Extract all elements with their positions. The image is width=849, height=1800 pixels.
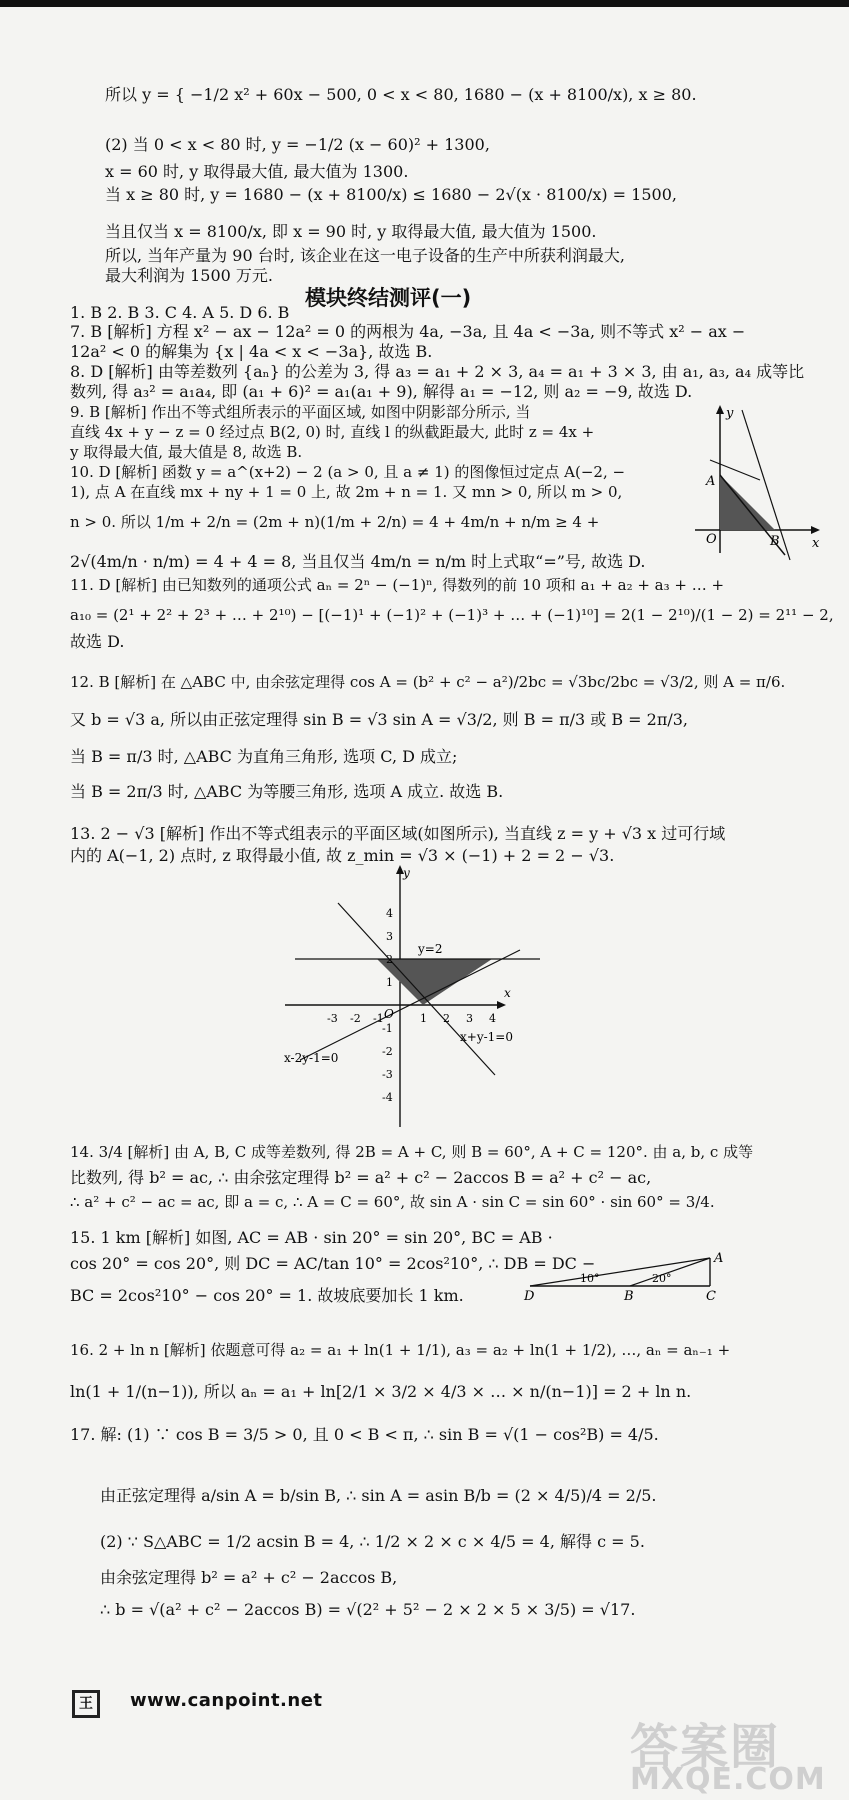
answer-line: cos 20° = cos 20°, 则 DC = AC/tan 10° = 2cos²10°, ∴ DB = DC −: [70, 1254, 596, 1273]
answer-line: 15. 1 km [解析] 如图, AC = AB · sin 20° = sin 20°, BC = AB ·: [70, 1228, 553, 1247]
section-heading: 模块终结测评(一): [305, 286, 472, 310]
x-tick-label: -3: [327, 1012, 338, 1025]
point-label-a: A: [706, 474, 716, 489]
text-line: x = 60 时, y 取得最大值, 最大值为 1300.: [105, 162, 409, 181]
answer-line: n > 0. 所以 1/m + 2/n = (2m + n)(1/m + 2/n) = 4 + 4m/n + n/m ≥ 4 +: [70, 513, 600, 531]
x-tick-label: 1: [420, 1012, 427, 1025]
answer-line: 14. 3/4 [解析] 由 A, B, C 成等差数列, 得 2B = A + C, 则 B = 60°, A + C = 120°. 由 a, b, c 成等: [70, 1143, 754, 1161]
answer-line: 由正弦定理得 a/sin A = b/sin B, ∴ sin A = asin B/b = (2 × 4/5)/4 = 2/5.: [100, 1486, 657, 1505]
answer-line: 当 B = π/3 时, △ABC 为直角三角形, 选项 C, D 成立;: [70, 747, 458, 766]
y-tick-label: 4: [386, 907, 393, 920]
text-line: 当 x ≥ 80 时, y = 1680 − (x + 8100/x) ≤ 1680 − 2√(x · 8100/x) = 1500,: [105, 185, 677, 204]
text-line: (2) 当 0 < x < 80 时, y = −1/2 (x − 60)² + 1300,: [105, 135, 490, 154]
answer-line: 又 b = √3 a, 所以由正弦定理得 sin B = √3 sin A = √3/2, 则 B = π/3 或 B = 2π/3,: [70, 710, 689, 729]
line-label-xy1: x+y-1=0: [460, 1030, 513, 1044]
axis-label-x: x: [504, 986, 511, 1000]
y-tick-label: 3: [386, 930, 393, 943]
text-line: 所以, 当年产量为 90 台时, 该企业在这一电子设备的生产中所获利润最大,: [105, 246, 625, 265]
answer-line: 比数列, 得 b² = ac, ∴ 由余弦定理得 b² = a² + c² − 2accos B = a² + c² − ac,: [70, 1168, 652, 1187]
book-logo-icon: 王: [72, 1690, 100, 1718]
x-tick-label: -1: [373, 1012, 384, 1025]
y-tick-label: -1: [382, 1022, 393, 1035]
point-label-c: C: [706, 1289, 716, 1302]
answer-line: 1. B 2. B 3. C 4. A 5. D 6. B: [70, 303, 290, 322]
point-label-b: B: [624, 1289, 634, 1302]
feasible-region-figure-9: [690, 405, 825, 565]
answer-line: ∴ b = √(a² + c² − 2accos B) = √(2² + 5² − 2 × 2 × 5 × 3/5) = √17.: [100, 1600, 636, 1619]
answer-line: a₁₀ = (2¹ + 2² + 2³ + … + 2¹⁰) − [(−1)¹ + (−1)² + (−1)³ + … + (−1)¹⁰] = 2(1 − 2¹⁰)/(1 − 2) = 2¹¹ − 2,: [70, 606, 834, 624]
answer-line: (2) ∵ S△ABC = 1/2 acsin B = 4, ∴ 1/2 × 2 × c × 4/5 = 4, 解得 c = 5.: [100, 1532, 645, 1551]
answer-line: 故选 D.: [70, 632, 125, 651]
answer-line: 数列, 得 a₃² = a₁a₄, 即 (a₁ + 6)² = a₁(a₁ + 9), 解得 a₁ = −12, 则 a₂ = −9, 故选 D.: [70, 382, 693, 401]
point-label-b: B: [770, 534, 780, 549]
x-tick-label: 2: [443, 1012, 450, 1025]
text-line: 所以 y = { −1/2 x² + 60x − 500, 0 < x < 80, 1680 − (x + 8100/x), x ≥ 80.: [105, 85, 697, 104]
answer-line: 2√(4m/n · n/m) = 4 + 4 = 8, 当且仅当 4m/n = n/m 时上式取“=”号, 故选 D.: [70, 552, 646, 571]
answer-line: 1), 点 A 在直线 mx + ny + 1 = 0 上, 故 2m + n = 1. 又 mn > 0, 所以 m > 0,: [70, 483, 623, 501]
answer-line: 当 B = 2π/3 时, △ABC 为等腰三角形, 选项 A 成立. 故选 B.: [70, 782, 504, 801]
origin-label: O: [706, 532, 717, 547]
answer-line: 12. B [解析] 在 △ABC 中, 由余弦定理得 cos A = (b² + c² − a²)/2bc = √3bc/2bc = √3/2, 则 A = π/6.: [70, 673, 786, 691]
answer-line: ln(1 + 1/(n−1)), 所以 aₙ = a₁ + ln[2/1 × 3/2 × 4/3 × … × n/(n−1)] = 2 + ln n.: [70, 1382, 692, 1401]
watermark-top: 答案圈: [630, 1719, 781, 1775]
x-tick-label: -2: [350, 1012, 361, 1025]
y-tick-label: -4: [382, 1091, 393, 1104]
answer-line: ∴ a² + c² − ac = ac, 即 a = c, ∴ A = C = 60°, 故 sin A · sin C = sin 60° · sin 60° = 3/4.: [70, 1193, 715, 1211]
angle-label-20: 20°: [652, 1272, 672, 1285]
answer-line: 11. D [解析] 由已知数列的通项公式 aₙ = 2ⁿ − (−1)ⁿ, 得数列的前 10 项和 a₁ + a₂ + a₃ + … +: [70, 576, 725, 594]
text-line: 最大利润为 1500 万元.: [105, 266, 273, 285]
point-label-d: D: [524, 1289, 535, 1302]
answer-line: 由余弦定理得 b² = a² + c² − 2accos B,: [100, 1568, 398, 1587]
answer-line: 内的 A(−1, 2) 点时, z 取得最小值, 故 z_min = √3 × (−1) + 2 = 2 − √3.: [70, 846, 615, 865]
point-label-a: A: [714, 1252, 724, 1266]
line-label-y2: y=2: [418, 942, 443, 956]
slope-triangle-figure-15: [520, 1252, 735, 1302]
answer-line: 12a² < 0 的解集为 {x | 4a < x < −3a}, 故选 B.: [70, 342, 433, 361]
y-tick-label: 2: [386, 953, 393, 966]
axis-label-y: y: [403, 866, 410, 880]
x-tick-label: 3: [466, 1012, 473, 1025]
answer-line: y 取得最大值, 最大值是 8, 故选 B.: [70, 443, 303, 461]
answer-line: 直线 4x + y − z = 0 经过点 B(2, 0) 时, 直线 l 的纵截距最大, 此时 z = 4x +: [70, 423, 595, 441]
axis-label-y: y: [726, 406, 734, 421]
answer-line: 10. D [解析] 函数 y = a^(x+2) − 2 (a > 0, 且 a ≠ 1) 的图像恒过定点 A(−2, −: [70, 463, 626, 481]
answer-line: 17. 解: (1) ∵ cos B = 3/5 > 0, 且 0 < B < π, ∴ sin B = √(1 − cos²B) = 4/5.: [70, 1425, 659, 1444]
feasible-region-figure-13: [280, 865, 570, 1130]
answer-line: 16. 2 + ln n [解析] 依题意可得 a₂ = a₁ + ln(1 + 1/1), a₃ = a₂ + ln(1 + 1/2), …, aₙ = aₙ₋₁ +: [70, 1341, 731, 1359]
answer-line: 8. D [解析] 由等差数列 {aₙ} 的公差为 3, 得 a₃ = a₁ + 2 × 3, a₄ = a₁ + 3 × 3, 由 a₁, a₃, a₄ 成等比: [70, 362, 805, 381]
y-tick-label: -2: [382, 1045, 393, 1058]
watermark-bottom: MXQE.COM: [630, 1762, 826, 1797]
answer-line: BC = 2cos²10° − cos 20° = 1. 故坡底要加长 1 km.: [70, 1286, 464, 1305]
answer-line: 7. B [解析] 方程 x² − ax − 12a² = 0 的两根为 4a, −3a, 且 4a < −3a, 则不等式 x² − ax −: [70, 322, 746, 341]
top-border: [0, 0, 849, 7]
y-tick-label: 1: [386, 976, 393, 989]
y-tick-label: -3: [382, 1068, 393, 1081]
line-label-x2y1: x-2y-1=0: [284, 1051, 339, 1065]
angle-label-10: 10°: [580, 1272, 600, 1285]
answer-line: 9. B [解析] 作出不等式组所表示的平面区域, 如图中阴影部分所示, 当: [70, 403, 531, 421]
text-line: 当且仅当 x = 8100/x, 即 x = 90 时, y 取得最大值, 最大值为 1500.: [105, 222, 597, 241]
origin-label: O: [384, 1007, 394, 1021]
answer-line: 13. 2 − √3 [解析] 作出不等式组表示的平面区域(如图所示), 当直线 z = y + √3 x 过可行域: [70, 824, 726, 843]
x-tick-label: 4: [489, 1012, 496, 1025]
footer-url: www.canpoint.net: [130, 1690, 323, 1711]
axis-label-x: x: [812, 536, 820, 551]
